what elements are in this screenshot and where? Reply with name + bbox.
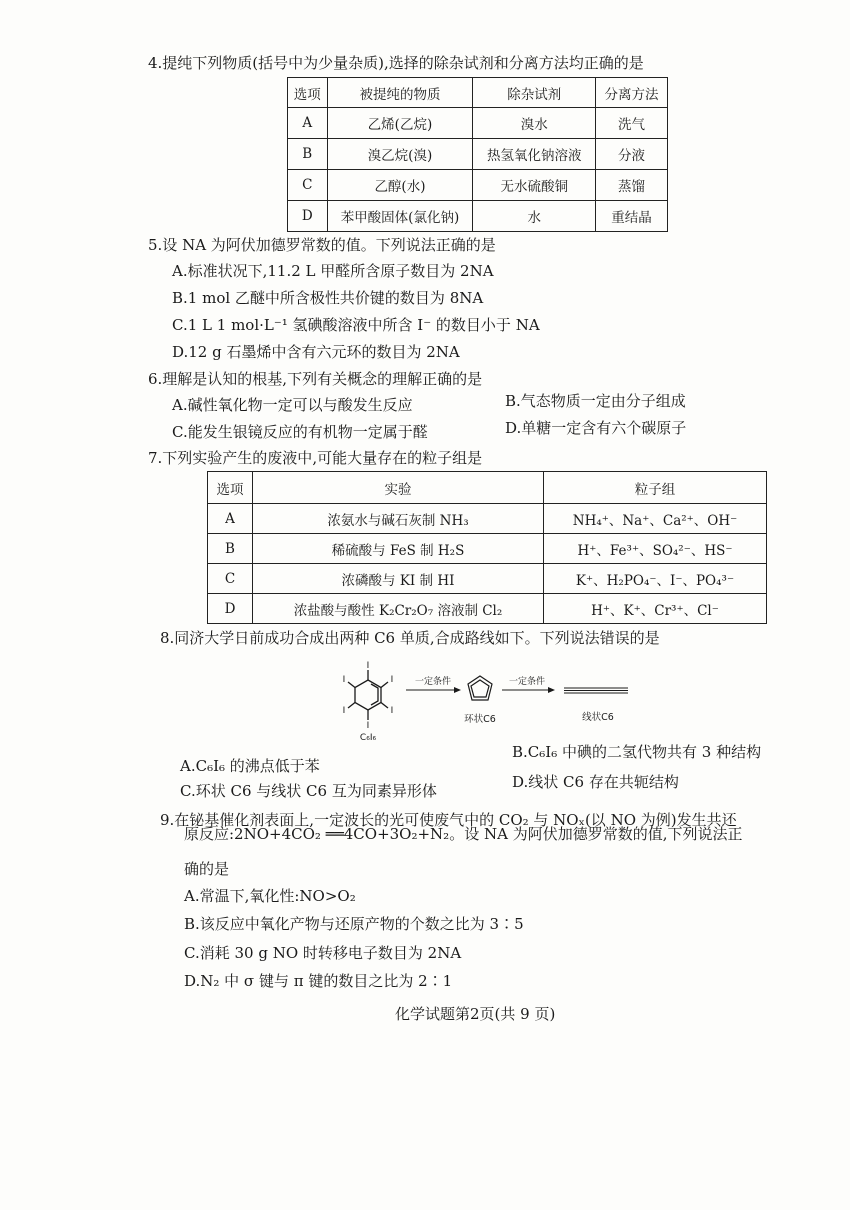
c6-synthesis-diagram <box>330 660 650 742</box>
q6-option-a: A.碱性氧化物一定可以与酸发生反应 <box>172 396 413 414</box>
q4-cell: 溴水 <box>473 108 596 139</box>
cyclic-c6-structure <box>468 676 492 700</box>
q7-cell: C <box>208 564 253 594</box>
q9-stem-line-2: 原反应:2NO+4CO₂ ══4CO+3O₂+N₂。设 NA 为阿伏加德罗常数的值,下列说法正 <box>184 825 743 843</box>
q7-cell: H⁺、Fe³⁺、SO₄²⁻、HS⁻ <box>544 534 767 564</box>
q7-header-cell: 选项 <box>208 472 253 504</box>
q4-cell: 乙醇(水) <box>327 170 473 201</box>
arrow-2-label: 一定条件 <box>508 677 546 687</box>
iodine-label: I <box>342 706 346 716</box>
q7-header-cell: 实验 <box>253 472 544 504</box>
table-row <box>208 504 767 534</box>
c-i-bond <box>381 703 388 709</box>
q7-cell: D <box>208 594 253 624</box>
q4-header-cell: 选项 <box>288 78 328 108</box>
arrow-2-head <box>548 687 555 693</box>
q4-cell: 乙烯(乙烷) <box>327 108 473 139</box>
iodine-label: I <box>366 721 370 731</box>
cyclic-c6-inner <box>471 680 489 697</box>
q8-option-b: B.C₆I₆ 中碘的二氢代物共有 3 种结构 <box>512 743 762 761</box>
table-row <box>288 139 668 170</box>
q4-table <box>287 77 668 232</box>
q6-stem: 6.理解是认知的根基,下列有关概念的理解正确的是 <box>148 370 483 388</box>
arrow-1-label: 一定条件 <box>414 677 452 687</box>
q4-cell: 无水硫酸铜 <box>473 170 596 201</box>
benzene-ring <box>355 680 381 710</box>
q4-cell: 苯甲酸固体(氯化钠) <box>327 201 473 232</box>
q7-cell: H⁺、K⁺、Cr³⁺、Cl⁻ <box>544 594 767 624</box>
q7-cell: K⁺、H₂PO₄⁻、I⁻、PO₄³⁻ <box>544 564 767 594</box>
q9-option-d: D.N₂ 中 σ 键与 π 键的数目之比为 2∶1 <box>184 972 453 990</box>
q7-table <box>207 471 767 624</box>
q7-cell: 浓氨水与碱石灰制 NH₃ <box>253 504 544 534</box>
q5-option-b: B.1 mol 乙醚中所含极性共价键的数目为 8NA <box>172 289 484 307</box>
q4-cell: D <box>288 201 328 232</box>
q8-option-d: D.线状 C6 存在共轭结构 <box>512 773 679 791</box>
q6-option-c: C.能发生银镜反应的有机物一定属于醛 <box>172 423 428 441</box>
q4-cell: 水 <box>473 201 596 232</box>
q7-cell: NH₄⁺、Na⁺、Ca²⁺、OH⁻ <box>544 504 767 534</box>
c-i-bond <box>348 682 355 688</box>
q4-cell: C <box>288 170 328 201</box>
q7-stem: 7.下列实验产生的废液中,可能大量存在的粒子组是 <box>148 449 483 467</box>
q9-stem-line-3: 确的是 <box>184 860 230 878</box>
iodine-label: I <box>390 706 394 716</box>
q7-cell: 浓盐酸与酸性 K₂Cr₂O₇ 溶液制 Cl₂ <box>253 594 544 624</box>
benzene-double-bonds <box>371 684 378 705</box>
q7-header-cell: 粒子组 <box>544 472 767 504</box>
q4-header-cell: 分离方法 <box>596 78 668 108</box>
linear-c6-structure <box>564 688 628 693</box>
q4-cell: 分液 <box>596 139 668 170</box>
q5-option-a: A.标准状况下,11.2 L 甲醛所含原子数目为 2NA <box>172 262 494 280</box>
table-row <box>208 564 767 594</box>
q4-cell: 重结晶 <box>596 201 668 232</box>
q7-cell: 浓磷酸与 KI 制 HI <box>253 564 544 594</box>
cyclic-c6-label: 环状C6 <box>464 714 496 725</box>
linear-c6-label: 线状C6 <box>582 712 614 723</box>
q4-header-cell: 除杂试剂 <box>473 78 596 108</box>
q7-cell: 稀硫酸与 FeS 制 H₂S <box>253 534 544 564</box>
table-row <box>208 594 767 624</box>
arrow-1-head <box>454 687 461 693</box>
c-i-bond <box>381 682 388 688</box>
q9-option-a: A.常温下,氧化性:NO>O₂ <box>184 887 356 905</box>
q4-cell: 蒸馏 <box>596 170 668 201</box>
q8-option-a: A.C₆I₆ 的沸点低于苯 <box>180 757 320 775</box>
q7-cell: A <box>208 504 253 534</box>
q4-cell: A <box>288 108 328 139</box>
q4-cell: 洗气 <box>596 108 668 139</box>
table-row <box>288 108 668 139</box>
q5-stem: 5.设 NA 为阿伏加德罗常数的值。下列说法正确的是 <box>148 236 496 254</box>
q8-option-c: C.环状 C6 与线状 C6 互为同素异形体 <box>180 782 437 800</box>
iodine-label: I <box>366 661 370 671</box>
c6i6-structure <box>348 670 388 720</box>
q4-cell: 热氢氧化钠溶液 <box>473 139 596 170</box>
q4-header-cell: 被提纯的物质 <box>327 78 473 108</box>
c-i-bond <box>348 703 355 709</box>
q4-cell: B <box>288 139 328 170</box>
q6-option-b: B.气态物质一定由分子组成 <box>505 392 686 410</box>
q7-table-header <box>208 472 767 504</box>
table-row <box>288 170 668 201</box>
table-row <box>208 534 767 564</box>
reactant-label: C₆I₆ <box>359 733 377 742</box>
q4-table-header <box>288 78 668 108</box>
q5-option-d: D.12 g 石墨烯中含有六元环的数目为 2NA <box>172 343 460 361</box>
q4-stem: 4.提纯下列物质(括号中为少量杂质),选择的除杂试剂和分离方法均正确的是 <box>148 54 644 72</box>
q8-stem: 8.同济大学日前成功合成出两种 C6 单质,合成路线如下。下列说法错误的是 <box>160 629 660 647</box>
q7-cell: B <box>208 534 253 564</box>
q4-cell: 溴乙烷(溴) <box>327 139 473 170</box>
q9-option-c: C.消耗 30 g NO 时转移电子数目为 2NA <box>184 944 462 962</box>
iodine-label: I <box>342 675 346 685</box>
iodine-label: I <box>390 675 394 685</box>
q6-option-d: D.单糖一定含有六个碳原子 <box>505 419 687 437</box>
table-row <box>288 201 668 232</box>
q9-stem-line-1: 9.在铋基催化剂表面上,一定波长的光可使废气中的 CO₂ 与 NOₓ(以 NO 为例)发生共还 <box>160 811 737 829</box>
q9-option-b: B.该反应中氧化产物与还原产物的个数之比为 3∶5 <box>184 915 524 933</box>
q5-option-c: C.1 L 1 mol·L⁻¹ 氢碘酸溶液中所含 I⁻ 的数目小于 NA <box>172 316 540 334</box>
page-footer: 化学试题第2页(共 9 页) <box>395 1005 556 1023</box>
